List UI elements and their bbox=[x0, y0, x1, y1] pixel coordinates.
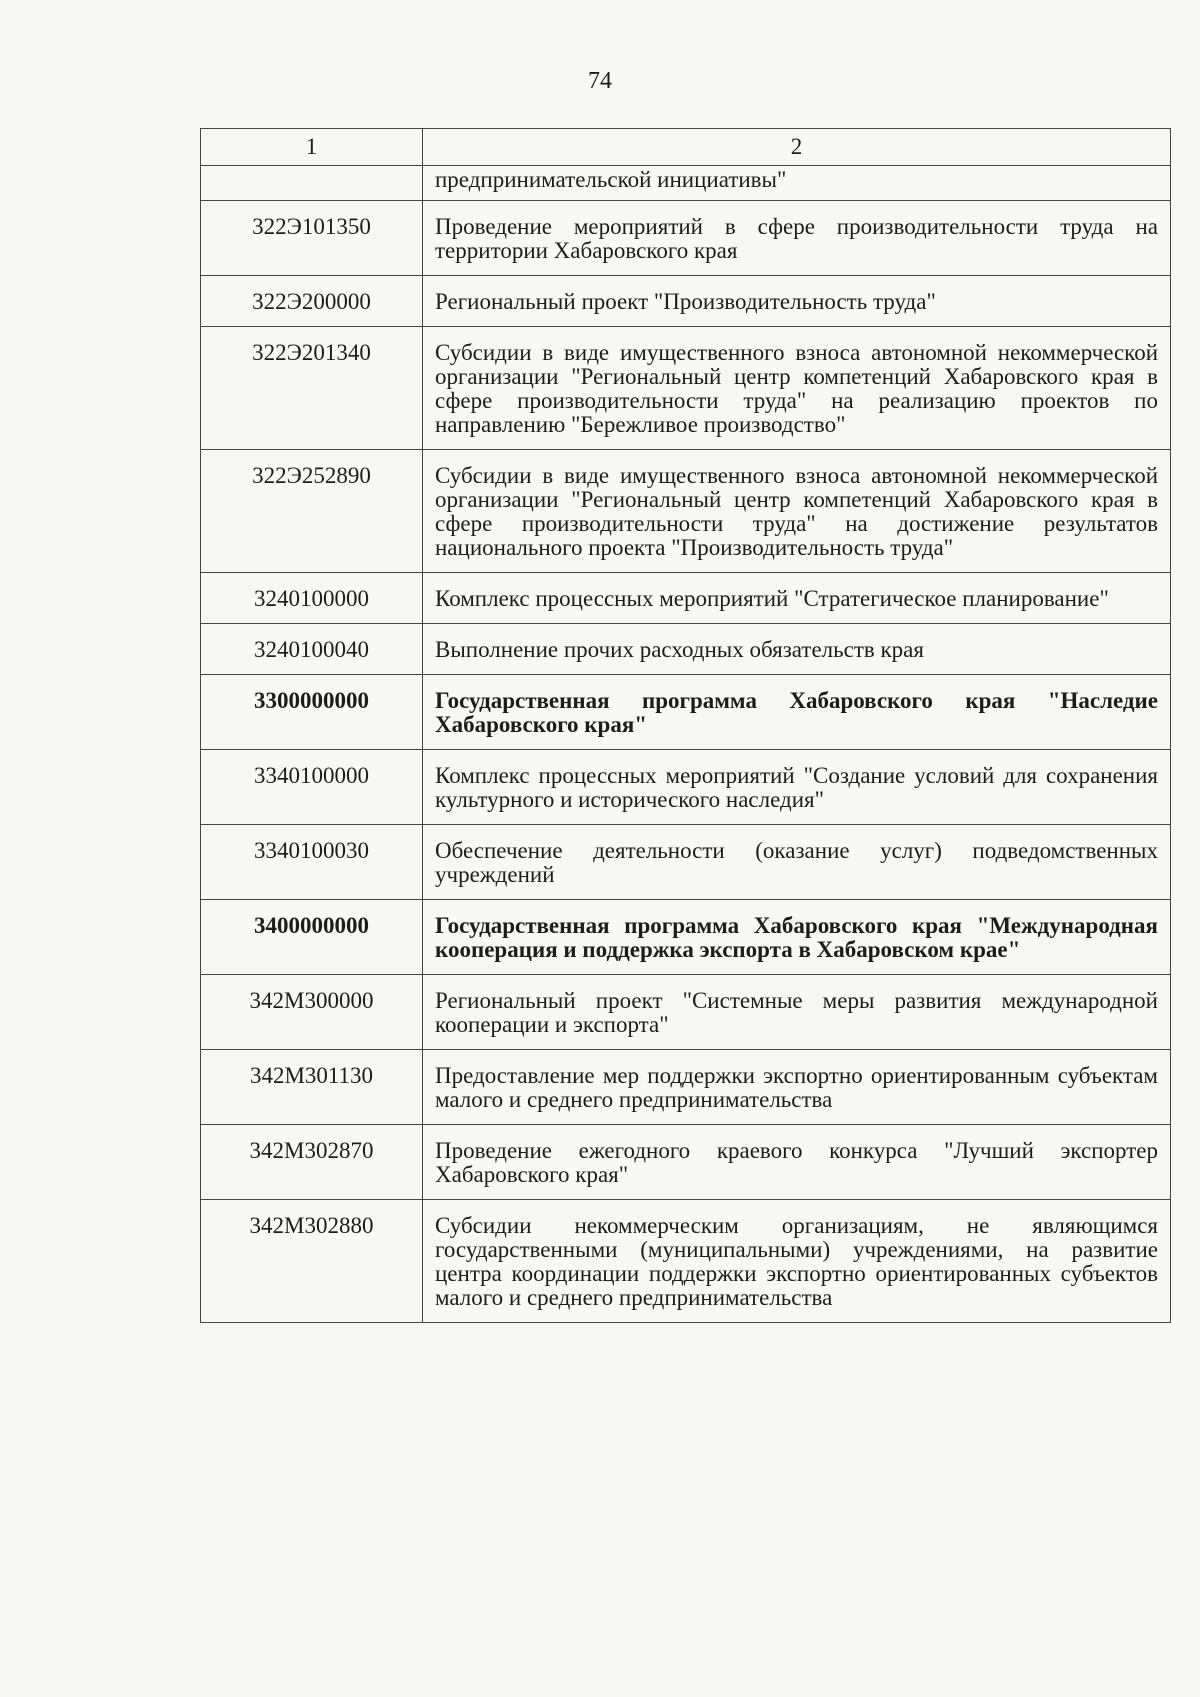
budget-classification-table bbox=[200, 128, 1171, 1323]
table-row bbox=[201, 750, 1171, 825]
row-name-cell: Государственная программа Хабаровского края "Наследие Хабаровского края" bbox=[423, 675, 1171, 750]
row-code-cell: 342M302870 bbox=[201, 1125, 423, 1200]
row-name-cell: Субсидии в виде имущественного взноса автономной некоммерческой организации "Региональный центр компетенций Хабаровского края в сфере производительности труда" на достижение результатов национального проекта "Производительность труда" bbox=[423, 450, 1171, 573]
table-row bbox=[201, 624, 1171, 675]
row-name-cell: Государственная программа Хабаровского края "Международная кооперация и поддержка экспорта в Хабаровском крае" bbox=[423, 900, 1171, 975]
row-code-cell: 3240100000 bbox=[201, 573, 423, 624]
row-name-cell: Комплекс процессных мероприятий "Создание условий для сохранения культурного и исторического наследия" bbox=[423, 750, 1171, 825]
row-code-cell: 3300000000 bbox=[201, 675, 423, 750]
row-name-cell: Субсидии некоммерческим организациям, не являющимся государственными (муниципальными) учреждениями, на развитие центра координации поддержки экспортно ориентированных субъектов малого и среднего предпринимательства bbox=[423, 1200, 1171, 1323]
table-row bbox=[201, 450, 1171, 573]
table-row bbox=[201, 675, 1171, 750]
row-code-cell: 3400000000 bbox=[201, 900, 423, 975]
column-header-name: 2 bbox=[423, 129, 1171, 166]
table-row bbox=[201, 975, 1171, 1050]
header-row bbox=[201, 129, 1171, 166]
row-code-cell: 322Э200000 bbox=[201, 276, 423, 327]
table-body bbox=[201, 166, 1171, 1323]
row-name-cell: Проведение мероприятий в сфере производительности труда на территории Хабаровского края bbox=[423, 201, 1171, 276]
row-code-cell: 3240100040 bbox=[201, 624, 423, 675]
row-name-cell: Обеспечение деятельности (оказание услуг) подведомственных учреждений bbox=[423, 825, 1171, 900]
column-header-code: 1 bbox=[201, 129, 423, 166]
row-code-cell: 322Э252890 bbox=[201, 450, 423, 573]
table-row bbox=[201, 1050, 1171, 1125]
row-name-cell: Региональный проект "Производительность труда" bbox=[423, 276, 1171, 327]
row-code-cell: 3340100000 bbox=[201, 750, 423, 825]
row-code-cell: 342M300000 bbox=[201, 975, 423, 1050]
table-row bbox=[201, 1200, 1171, 1323]
row-name-cell: предпринимательской инициативы" bbox=[423, 166, 1171, 201]
row-code-cell: 322Э201340 bbox=[201, 327, 423, 450]
row-code-cell: 342M302880 bbox=[201, 1200, 423, 1323]
table-row bbox=[201, 825, 1171, 900]
table-row bbox=[201, 1125, 1171, 1200]
row-code-cell: 322Э101350 bbox=[201, 201, 423, 276]
row-name-cell: Предоставление мер поддержки экспортно ориентированным субъектам малого и среднего предпринимательства bbox=[423, 1050, 1171, 1125]
row-name-cell: Региональный проект "Системные меры развития международной кооперации и экспорта" bbox=[423, 975, 1171, 1050]
row-code-cell bbox=[201, 166, 423, 201]
table-row bbox=[201, 327, 1171, 450]
table-header bbox=[201, 129, 1171, 166]
row-name-cell: Комплекс процессных мероприятий "Стратегическое планирование" bbox=[423, 573, 1171, 624]
table-row bbox=[201, 573, 1171, 624]
page-number: 74 bbox=[588, 68, 612, 94]
table-row bbox=[201, 900, 1171, 975]
row-code-cell: 342M301130 bbox=[201, 1050, 423, 1125]
table-row bbox=[201, 276, 1171, 327]
row-name-cell: Выполнение прочих расходных обязательств края bbox=[423, 624, 1171, 675]
table-row bbox=[201, 166, 1171, 201]
row-code-cell: 3340100030 bbox=[201, 825, 423, 900]
row-name-cell: Субсидии в виде имущественного взноса автономной некоммерческой организации "Региональный центр компетенций Хабаровского края в сфере производительности труда" на реализацию проектов по направлению "Бережливое производство" bbox=[423, 327, 1171, 450]
row-name-cell: Проведение ежегодного краевого конкурса "Лучший экспортер Хабаровского края" bbox=[423, 1125, 1171, 1200]
table-row bbox=[201, 201, 1171, 276]
